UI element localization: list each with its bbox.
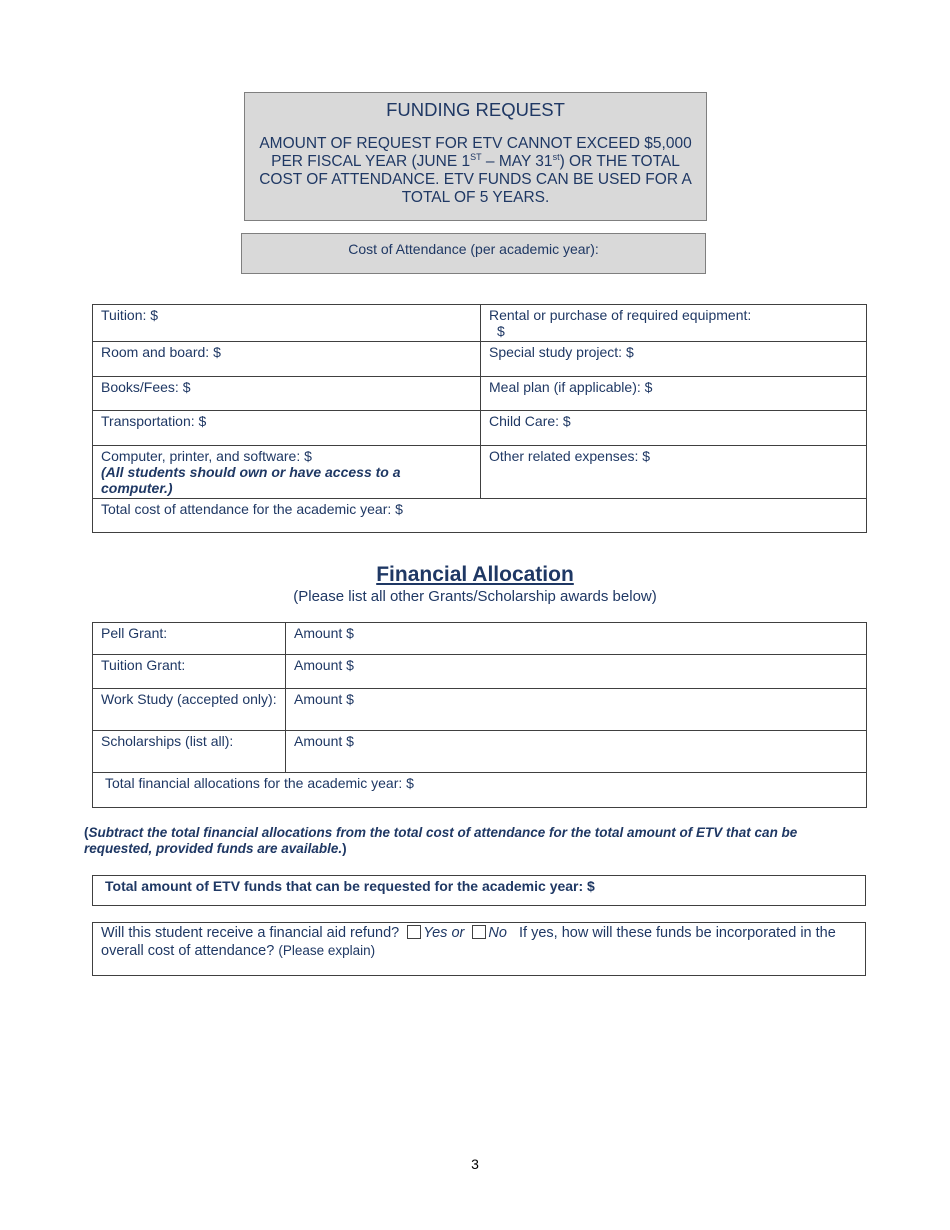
financial-allocation-table xyxy=(92,622,867,808)
funding-line-1: AMOUNT OF REQUEST FOR ETV CANNOT EXCEED $5,000 xyxy=(259,135,692,152)
child-care-field[interactable]: Child Care: $ xyxy=(481,411,867,446)
computer-note: (All students should own or have access to a computer.) xyxy=(101,464,401,496)
funding-line-2c: ) OR THE TOTAL xyxy=(559,153,680,170)
total-allocations-field[interactable]: Total financial allocations for the academic year: $ xyxy=(93,773,867,808)
scholarships-amount[interactable]: Amount $ xyxy=(286,731,867,773)
cost-of-attendance-header: Cost of Attendance (per academic year): xyxy=(241,233,706,274)
scholarships-label: Scholarships (list all): xyxy=(93,731,286,773)
other-expenses-field[interactable]: Other related expenses: $ xyxy=(481,446,867,499)
pell-grant-label: Pell Grant: xyxy=(93,623,286,655)
pell-grant-amount[interactable]: Amount $ xyxy=(286,623,867,655)
funding-sup-st-lower: st xyxy=(552,152,560,162)
total-cost-field[interactable]: Total cost of attendance for the academic year: $ xyxy=(93,499,867,533)
refund-followup: If yes, how will these funds be incorporated in the overall cost of attendance? xyxy=(101,925,836,959)
no-label: No xyxy=(488,925,507,941)
funding-request-title: FUNDING REQUEST xyxy=(386,99,565,120)
subtract-note: (Subtract the total financial allocations from the total cost of attendance for the total amount of ETV that can be requested, provided funds are available.) xyxy=(84,825,798,856)
room-board-field[interactable]: Room and board: $ xyxy=(93,342,481,377)
funding-request-text xyxy=(255,135,696,207)
computer-field[interactable]: Computer, printer, and software: $ (All students should own or have access to a computer.) xyxy=(93,446,481,499)
work-study-label: Work Study (accepted only): xyxy=(93,689,286,731)
funding-sup-st: ST xyxy=(470,152,482,162)
refund-question: Will this student receive a financial aid refund? xyxy=(101,925,400,941)
funding-request-box xyxy=(244,92,707,221)
rental-equipment-field[interactable]: Rental or purchase of required equipment: $ xyxy=(481,305,867,342)
page-number: 3 xyxy=(471,1156,479,1172)
financial-allocation-subtitle: (Please list all other Grants/Scholarship awards below) xyxy=(293,588,657,605)
meal-plan-field[interactable]: Meal plan (if applicable): $ xyxy=(481,377,867,411)
refund-question-box[interactable] xyxy=(92,922,866,976)
tuition-grant-amount[interactable]: Amount $ xyxy=(286,655,867,689)
special-study-field[interactable]: Special study project: $ xyxy=(481,342,867,377)
transportation-field[interactable]: Transportation: $ xyxy=(93,411,481,446)
subtract-note-text: Subtract the total financial allocations from the total cost of attendance for the total amount of ETV that can be requested, provided funds are available. xyxy=(84,825,798,856)
work-study-amount[interactable]: Amount $ xyxy=(286,689,867,731)
financial-allocation-title: Financial Allocation xyxy=(376,563,574,586)
yes-label: Yes or xyxy=(423,925,465,941)
refund-explain: (Please explain) xyxy=(278,943,376,958)
books-fees-field[interactable]: Books/Fees: $ xyxy=(93,377,481,411)
funding-line-2a: PER FISCAL YEAR (JUNE 1 xyxy=(271,153,471,170)
yes-checkbox[interactable] xyxy=(407,925,421,939)
funding-line-2b: – MAY 31 xyxy=(481,153,553,170)
cost-of-attendance-table xyxy=(92,304,867,533)
funding-line-4: TOTAL OF 5 YEARS. xyxy=(401,189,550,206)
funding-line-3: COST OF ATTENDANCE. ETV FUNDS CAN BE USED FOR A xyxy=(259,171,692,188)
no-checkbox[interactable] xyxy=(472,925,486,939)
etv-total-field[interactable]: Total amount of ETV funds that can be requested for the academic year: $ xyxy=(92,875,866,906)
tuition-field[interactable]: Tuition: $ xyxy=(93,305,481,342)
tuition-grant-label: Tuition Grant: xyxy=(93,655,286,689)
